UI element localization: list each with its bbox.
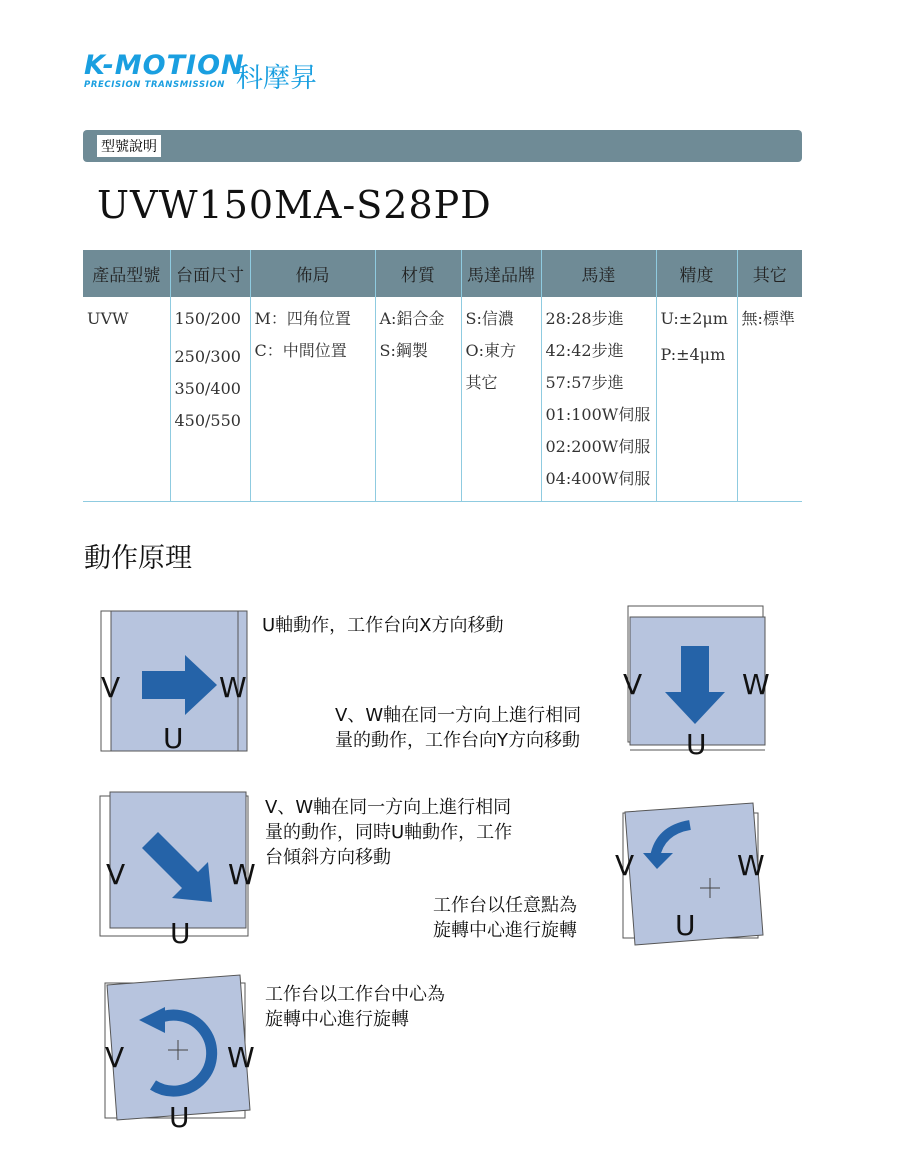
column-header: 馬達 (541, 250, 656, 297)
diagram-2-desc (335, 703, 581, 753)
cell-value: 無:標準 (741, 309, 795, 328)
section-bar (83, 130, 802, 162)
cell-value: 150/200 (174, 309, 241, 328)
label-u: U (163, 722, 184, 755)
logo-tagline: PRECISION TRANSMISSION (84, 80, 225, 90)
cell-value: 04:400W伺服 (545, 469, 651, 488)
cell-value: 450/550 (174, 411, 241, 430)
label-w: W (737, 849, 765, 882)
cell-value: U:±2μm (660, 309, 728, 328)
table-cell (250, 297, 375, 502)
principle-heading: 動作原理 (84, 543, 192, 574)
cell-value: 250/300 (174, 347, 241, 366)
diagram-rotate-center (95, 965, 265, 1130)
desc-line: U軸動作，工作台向X方向移動 (262, 615, 504, 636)
cell-value: 其它 (465, 373, 498, 392)
desc-line: V、W軸在同一方向上進行相同 (335, 705, 582, 726)
label-v: V (106, 858, 126, 891)
logo-brand: K-MOTION (84, 50, 245, 81)
label-w: W (227, 1041, 255, 1074)
table-cell (541, 297, 656, 502)
table-header-row (83, 250, 802, 297)
cell-value: A:鋁合金 (379, 309, 445, 328)
desc-line: 量的動作，工作台向Y方向移動 (335, 730, 580, 751)
diagram-4-desc (433, 893, 577, 943)
desc-line: 旋轉中心進行旋轉 (265, 1009, 409, 1030)
desc-line: 工作台以任意點為 (433, 895, 577, 916)
desc-line: 工作台以工作台中心為 (265, 984, 445, 1005)
column-header: 台面尺寸 (170, 250, 250, 297)
cell-value: P:±4μm (660, 345, 726, 364)
label-w: W (228, 858, 256, 891)
company-logo (84, 50, 317, 94)
label-w: W (742, 668, 770, 701)
label-v: V (615, 849, 635, 882)
cell-value: C：中間位置 (254, 341, 347, 360)
cell-value: 42:42步進 (545, 341, 624, 360)
diagram-3-desc (265, 795, 512, 870)
cell-value: S:信濃 (465, 309, 514, 328)
table-cell (656, 297, 737, 502)
table-cell (170, 297, 250, 502)
desc-line: 台傾斜方向移動 (265, 847, 391, 868)
table-cell (737, 297, 802, 502)
cell-value: O:東方 (465, 341, 517, 360)
column-header: 產品型號 (83, 250, 170, 297)
table-cell (375, 297, 461, 502)
column-header: 其它 (737, 250, 802, 297)
cell-value: 02:200W伺服 (545, 437, 651, 456)
model-spec-table (83, 250, 802, 502)
cell-value: 57:57步進 (545, 373, 624, 392)
diagram-y-move (620, 602, 770, 762)
model-code: UVW150MA-S28PD (97, 183, 492, 227)
column-header: 材質 (375, 250, 461, 297)
label-v: V (105, 1041, 125, 1074)
diagram-tilt-move (98, 788, 263, 948)
desc-line: V、W軸在同一方向上進行相同 (265, 797, 512, 818)
column-header: 馬達品牌 (461, 250, 541, 297)
cell-value: 28:28步進 (545, 309, 624, 328)
diagram-5-desc (265, 982, 445, 1032)
table-row (83, 297, 802, 502)
desc-line: 量的動作，同時U軸動作，工作 (265, 822, 513, 843)
table-cell (461, 297, 541, 502)
label-u: U (675, 909, 696, 942)
label-w: W (219, 671, 247, 704)
desc-line: 旋轉中心進行旋轉 (433, 920, 577, 941)
table-cell (83, 297, 170, 502)
cell-value: 01:100W伺服 (545, 405, 651, 424)
label-u: U (170, 917, 191, 948)
diagram-1-desc (262, 613, 504, 638)
cell-value: S:鋼製 (379, 341, 428, 360)
label-v: V (623, 668, 643, 701)
diagram-rotate-any (605, 795, 775, 950)
label-v: V (101, 671, 121, 704)
diagram-u-axis (95, 605, 260, 760)
cell-value: 350/400 (174, 379, 241, 398)
column-header: 佈局 (250, 250, 375, 297)
column-header: 精度 (656, 250, 737, 297)
logo-chinese: 科摩昇 (236, 63, 317, 94)
section-bar-label: 型號說明 (97, 135, 161, 157)
cell-value: UVW (87, 309, 129, 328)
label-u: U (169, 1101, 190, 1130)
label-u: U (686, 728, 707, 761)
cell-value: M：四角位置 (254, 309, 351, 328)
